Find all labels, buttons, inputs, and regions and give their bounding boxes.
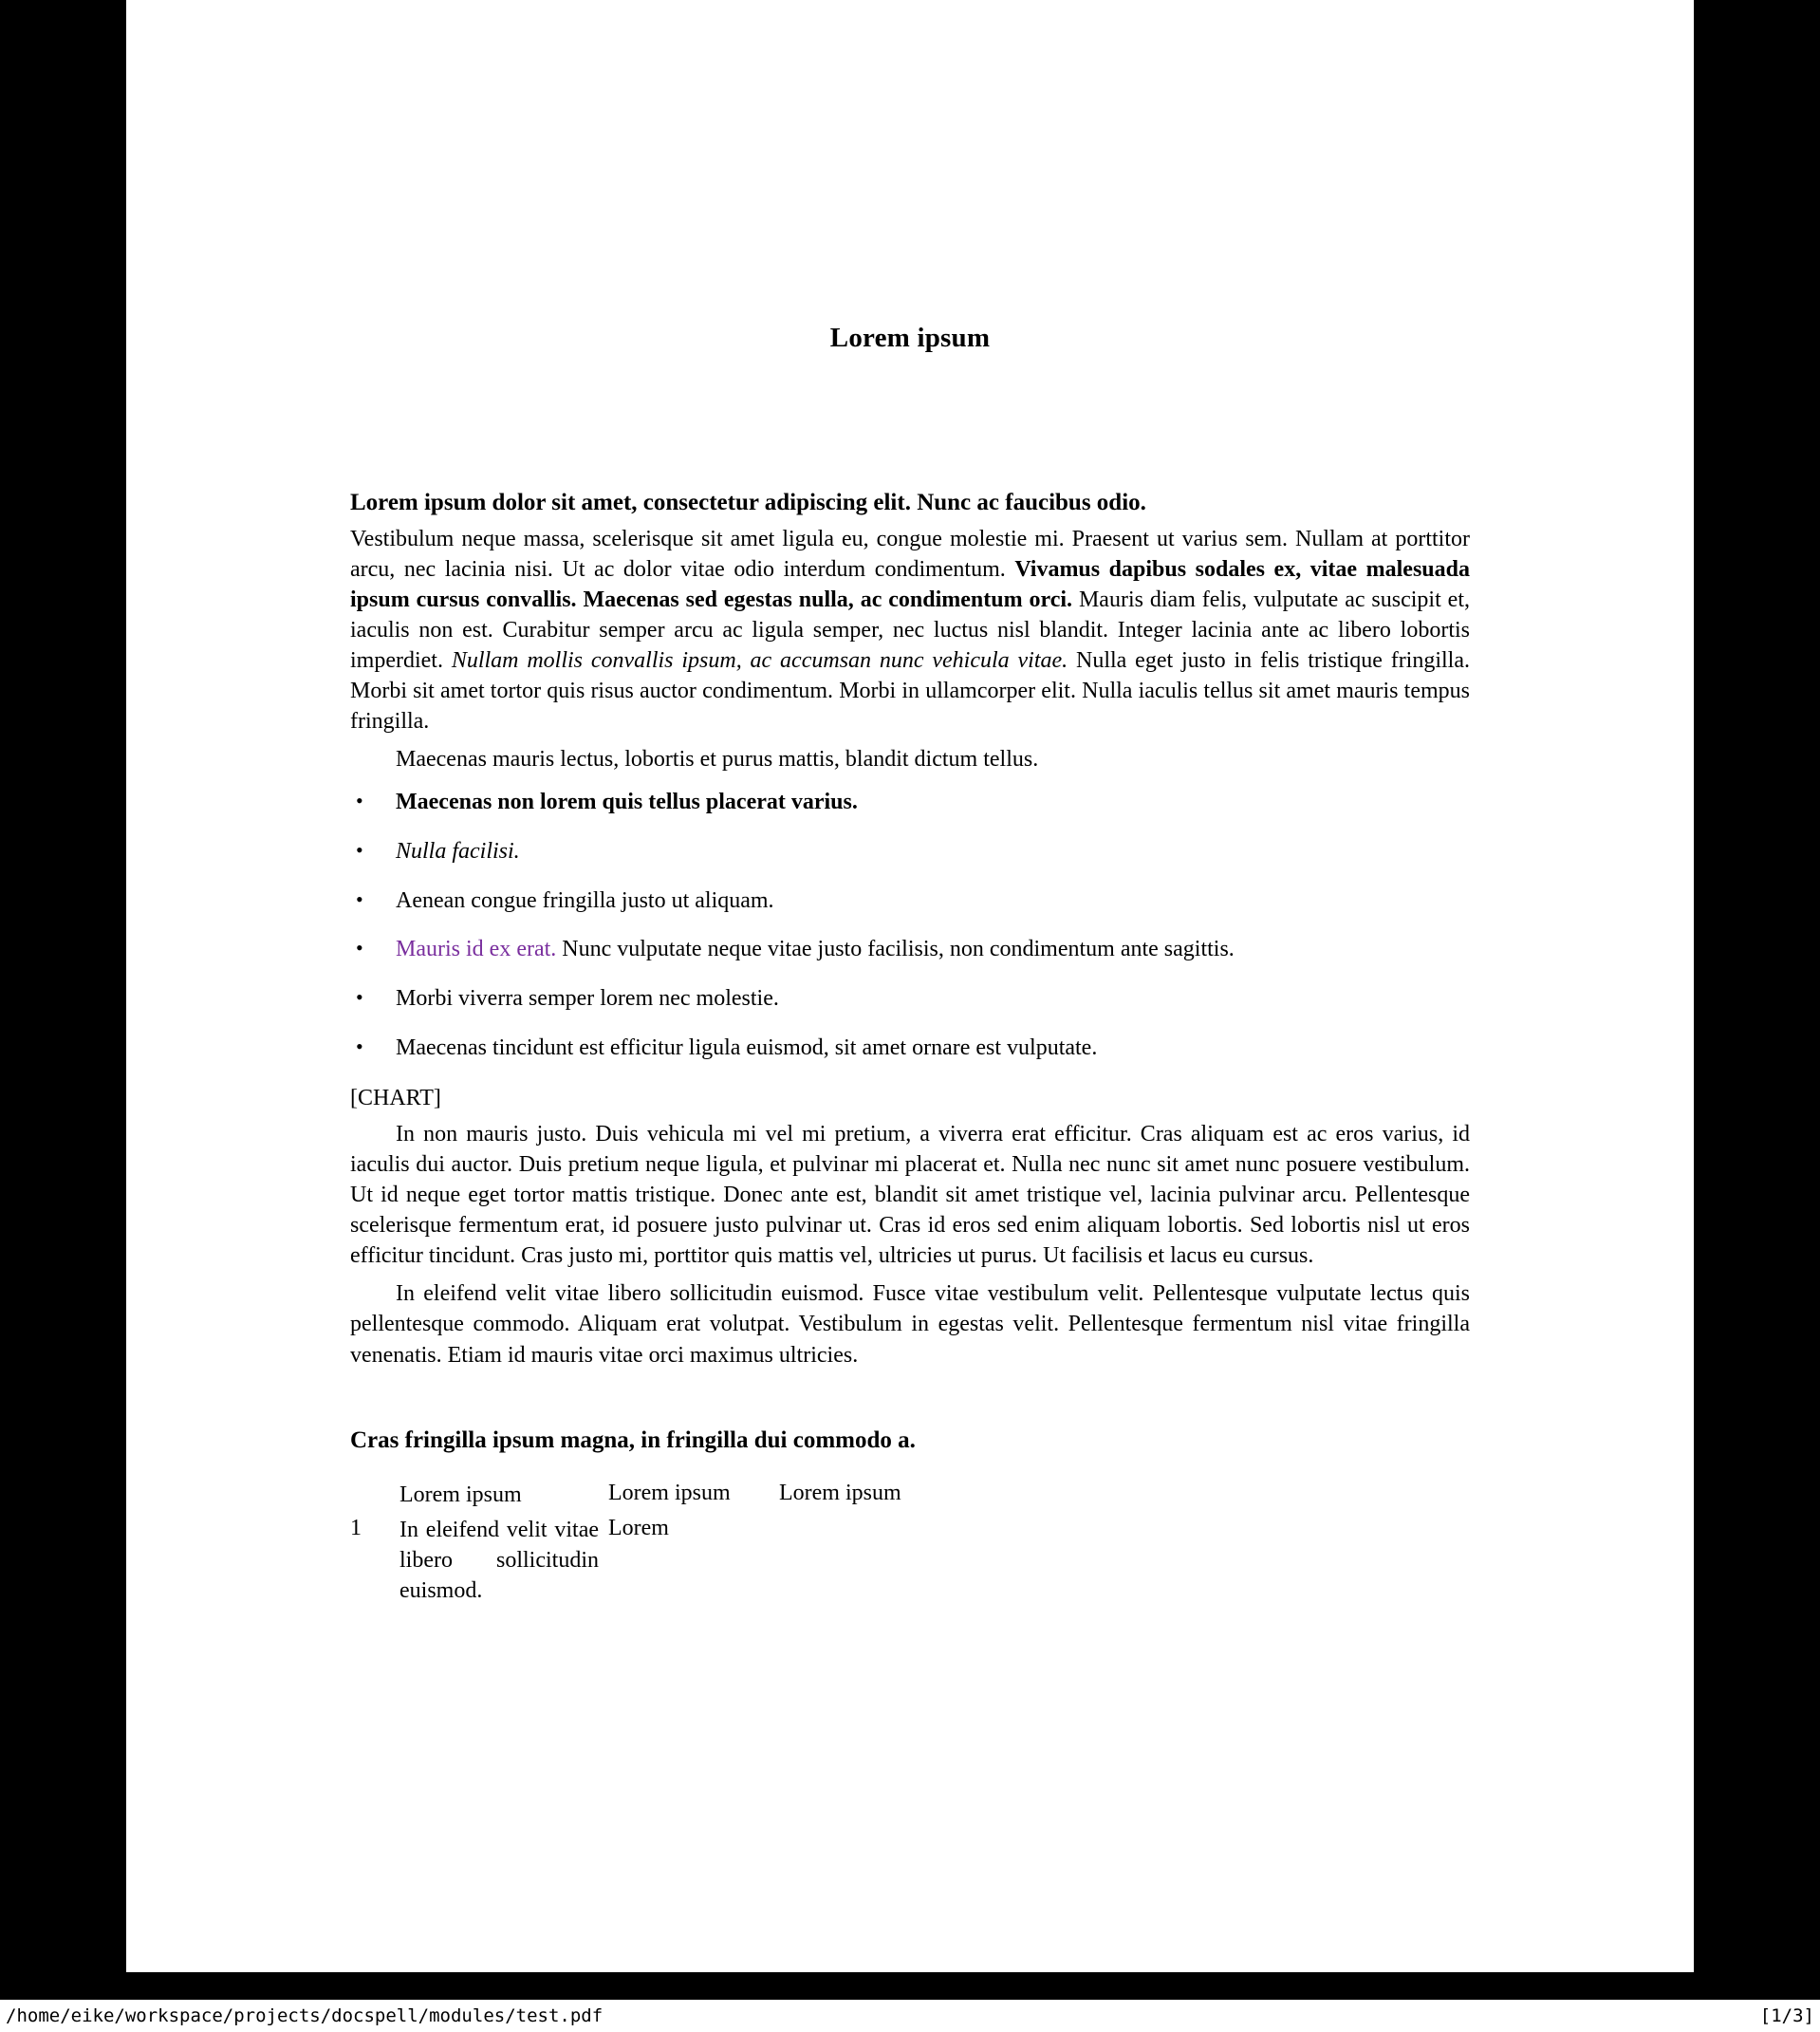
paragraph-2: Maecenas mauris lectus, lobortis et purus mattis, blandit dictum tellus. xyxy=(396,747,1039,773)
paragraph-1-part2: Mauris diam felis, vulputate ac suscipit et, iaculis non est. Curabitur semper arcu ac ligula semper, nec luctus nisl blandit. Integer lacinia ante ac libero lobortis imperdiet. xyxy=(350,587,1470,674)
chart-placeholder: [CHART] xyxy=(350,1086,441,1111)
data-table xyxy=(350,1481,978,1607)
paragraph-3: In non mauris justo. Duis vehicula mi vel mi pretium, a viverra erat efficitur. Cras aliquam est ac eros varius, id iaculis dui auctor. Duis pretium neque ligula, et pulvinar mi placerat et. Nulla nec nunc sit amet nunc posuere vestibulum. Ut id neque eget tortor mattis tristique. Donec ante est, blandit sit amet tristique vel, lacinia pulvinar arcu. Pellentesque scelerisque fermentum erat, id posuere justo pulvinar ut. Cras id eros sed enim aliquam lobortis. Sed lobortis nisl ut eros efficitur tincidunt. Cras justo mi, porttitor quis mattis vel, ultricies ut purus. Ut facilisis et lacus eu cursus. xyxy=(350,1122,1470,1269)
bullet-icon: • xyxy=(356,1034,363,1058)
list-item-label: Maecenas non lorem quis tellus placerat varius. xyxy=(396,790,858,815)
paragraph-1-bold: Vivamus dapibus sodales ex, vitae malesuada ipsum cursus convallis. Maecenas sed egestas nulla, ac condimentum orci. xyxy=(350,557,1470,613)
list-item-label: Nunc vulputate neque vitae justo facilisis, non condimentum ante sagittis. xyxy=(556,937,1235,962)
table-header-row xyxy=(350,1481,978,1517)
paragraph-1-part1: Vestibulum neque massa, scelerisque sit amet ligula eu, congue molestie mi. Praesent ut varius sem. Nullam at porttitor arcu, nec lacinia nisi. Ut ac dolor vitae odio interdum condimentum. xyxy=(350,527,1470,583)
pdf-page xyxy=(126,0,1694,1972)
table-cell-index: 1 xyxy=(350,1516,362,1541)
list-item xyxy=(350,788,1470,818)
table-header-cell-1: Lorem ipsum xyxy=(399,1482,522,1507)
bullet-icon: • xyxy=(356,886,363,911)
bullet-list xyxy=(350,788,1470,1063)
status-bar xyxy=(0,2000,1820,2032)
file-path: /home/eike/workspace/projects/docspell/modules/test.pdf xyxy=(6,2005,604,2026)
bullet-icon: • xyxy=(356,984,363,1009)
table-header-cell-2: Lorem ipsum xyxy=(608,1480,731,1505)
bullet-icon: • xyxy=(356,837,363,862)
bullet-icon: • xyxy=(356,789,363,813)
list-item xyxy=(350,984,1470,1015)
list-item-label: Aenean congue fringilla justo ut aliquam. xyxy=(396,887,774,913)
list-item xyxy=(350,1034,1470,1064)
list-item-label: Maecenas tincidunt est efficitur ligula euismod, sit amet ornare est vulputate. xyxy=(396,1035,1098,1060)
paragraph-1-part3: Nulla eget justo in felis tristique fringilla. Morbi sit amet tortor quis risus auctor condimentum. Morbi in ullamcorper elit. Nulla iaculis tellus sit amet mauris tempus fringilla. xyxy=(350,648,1471,735)
page-indicator: [1/3] xyxy=(1759,2005,1814,2026)
table-cell-3 xyxy=(779,1516,978,1606)
page-title: Lorem ipsum xyxy=(829,323,991,353)
section-heading-1: Lorem ipsum dolor sit amet, consectetur adipiscing elit. Nunc ac faucibus odio. xyxy=(350,490,1146,515)
bullet-icon: • xyxy=(356,936,363,960)
table-cell-2: Lorem xyxy=(608,1516,669,1541)
page-content xyxy=(350,0,1470,1606)
list-item xyxy=(350,837,1470,867)
table-header-cell-3: Lorem ipsum xyxy=(779,1480,901,1505)
paragraph-1 xyxy=(350,524,1470,736)
list-item xyxy=(350,935,1470,965)
paragraph-1-italic: Nullam mollis convallis ipsum, ac accumsan nunc vehicula vitae. xyxy=(451,648,1068,674)
table-cell-1: In eleifend velit vitae libero sollicitudin euismod. xyxy=(399,1518,599,1603)
list-item-label: Nulla facilisi. xyxy=(396,838,520,864)
list-item xyxy=(350,886,1470,917)
list-item-link[interactable]: Mauris id ex erat. xyxy=(396,937,557,962)
list-item-label: Morbi viverra semper lorem nec molestie. xyxy=(396,985,779,1011)
table-header-cell-index xyxy=(350,1481,399,1517)
section-heading-2: Cras fringilla ipsum magna, in fringilla dui commodo a. xyxy=(350,1426,916,1453)
paragraph-4: In eleifend velit vitae libero sollicitudin euismod. Fusce vitae vestibulum velit. Pellentesque vulputate lectus quis pellentesque commodo. Aliquam erat volutpat. Vestibulum in egestas velit. Pellentesque fermentum nisl vitae fringilla venenatis. Etiam id mauris vitae orci maximus ultricies. xyxy=(350,1281,1470,1368)
table-row xyxy=(350,1516,978,1606)
